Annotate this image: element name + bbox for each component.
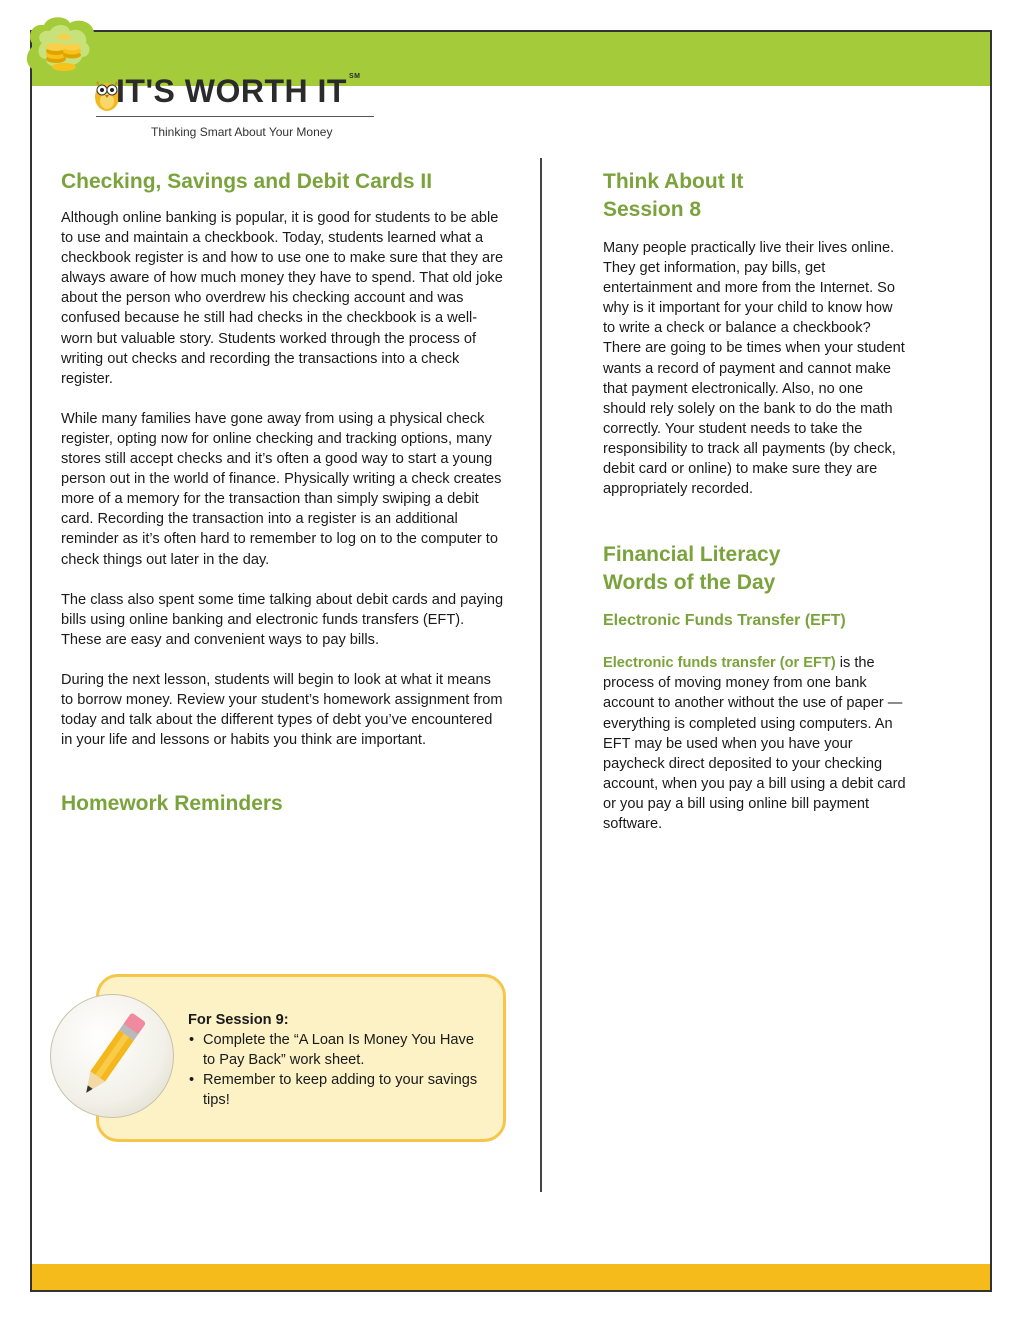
- pencil-icon: [51, 995, 173, 1117]
- homework-reminders: [188, 1010, 488, 1110]
- right-column: [603, 168, 908, 834]
- paragraph-3: The class also spent some time talking about debit cards and paying bills using online banking and electronic funds transfers (EFT). These are easy and convenient ways to pay bills.: [61, 591, 504, 648]
- left-column: [61, 168, 506, 818]
- term-heading: Electronic Funds Transfer (EFT): [603, 612, 846, 630]
- session-number-title: Session 8: [603, 198, 702, 221]
- think-about-it-title: Think About It: [603, 170, 744, 193]
- column-divider: [540, 158, 542, 1192]
- brand-logo: [20, 15, 360, 145]
- logo-tagline: Thinking Smart About Your Money: [151, 125, 333, 139]
- homework-item: • Remember to keep adding to your savings tips!: [188, 1070, 488, 1110]
- paragraph-4: During the next lesson, students will begin to look at what it means to borrow money. Review your student’s homework assignment from today and talk about the different types of debt you’ve encountered in your life and lessons or habits you think are important.: [61, 671, 503, 749]
- financial-literacy-title: Financial Literacy: [603, 543, 781, 567]
- section-title-homework: Homework Reminders: [61, 792, 283, 816]
- term-definition-text: is the process of moving money from one bank account to another without the use of paper — everything is completed using computers. An EFT may be used when you have your paycheck direct deposited to your checking account, when you pay a bill using a debit card or you pay a bill using online bill payment software.: [603, 655, 906, 832]
- term-definition: [603, 653, 908, 834]
- logo-rule: [96, 116, 374, 117]
- paragraph-1: Although online banking is popular, it is good for students to be able to use and maintain a checkbook. Today, students learned what a checkbook register is and how to use one to make sure that they are always aware of how much money they have to spend. That old joke about the person who overdrew his checking account and was confused because he still had checks in the checkbook is a well-worn but valuable story. Students worked through the process of writing out checks and recording the transactions into a check register.: [61, 210, 504, 387]
- homework-session-title: For Session 9:: [188, 1012, 289, 1028]
- bottom-color-band: [32, 1264, 990, 1290]
- homework-item: • Complete the “A Loan Is Money You Have to Pay Back” work sheet.: [188, 1030, 488, 1070]
- term-highlight: Electronic funds transfer (or EFT): [603, 655, 836, 672]
- words-of-the-day-title: Words of the Day: [603, 571, 776, 595]
- logo-wordmark: IT'S WORTH IT ℠: [116, 73, 361, 109]
- service-mark: SM: [348, 73, 361, 80]
- think-about-it-paragraph: Many people practically live their lives online. They get information, pay bills, get entertainment and more from the Internet. So why is it important for your child to know how to write a check or balance a checkbook? There are going to be times when your student wants a record of payment and cannot make that payment electronically. Also, no one should rely solely on the bank to do the math correctly. Your student needs to take the responsibility to track all payments (by check, debit card or online) to make sure they are appropriately recorded.: [603, 240, 905, 498]
- section-title-checking: Checking, Savings and Debit Cards II: [61, 170, 433, 193]
- homework-list: [188, 1030, 488, 1110]
- paragraph-2: While many families have gone away from using a physical check register, opting now for online checking and tracking options, many stores still accept checks and it’s often a good way to start a young person out in the world of finance. Physically writing a check creates more of a memory for the transaction than simply swiping a debit card. Recording the transaction into a register is an additional reminder as it’s often hard to remember to log on to the computer to check things out later in the day.: [61, 410, 502, 568]
- pencil-badge: [50, 994, 174, 1118]
